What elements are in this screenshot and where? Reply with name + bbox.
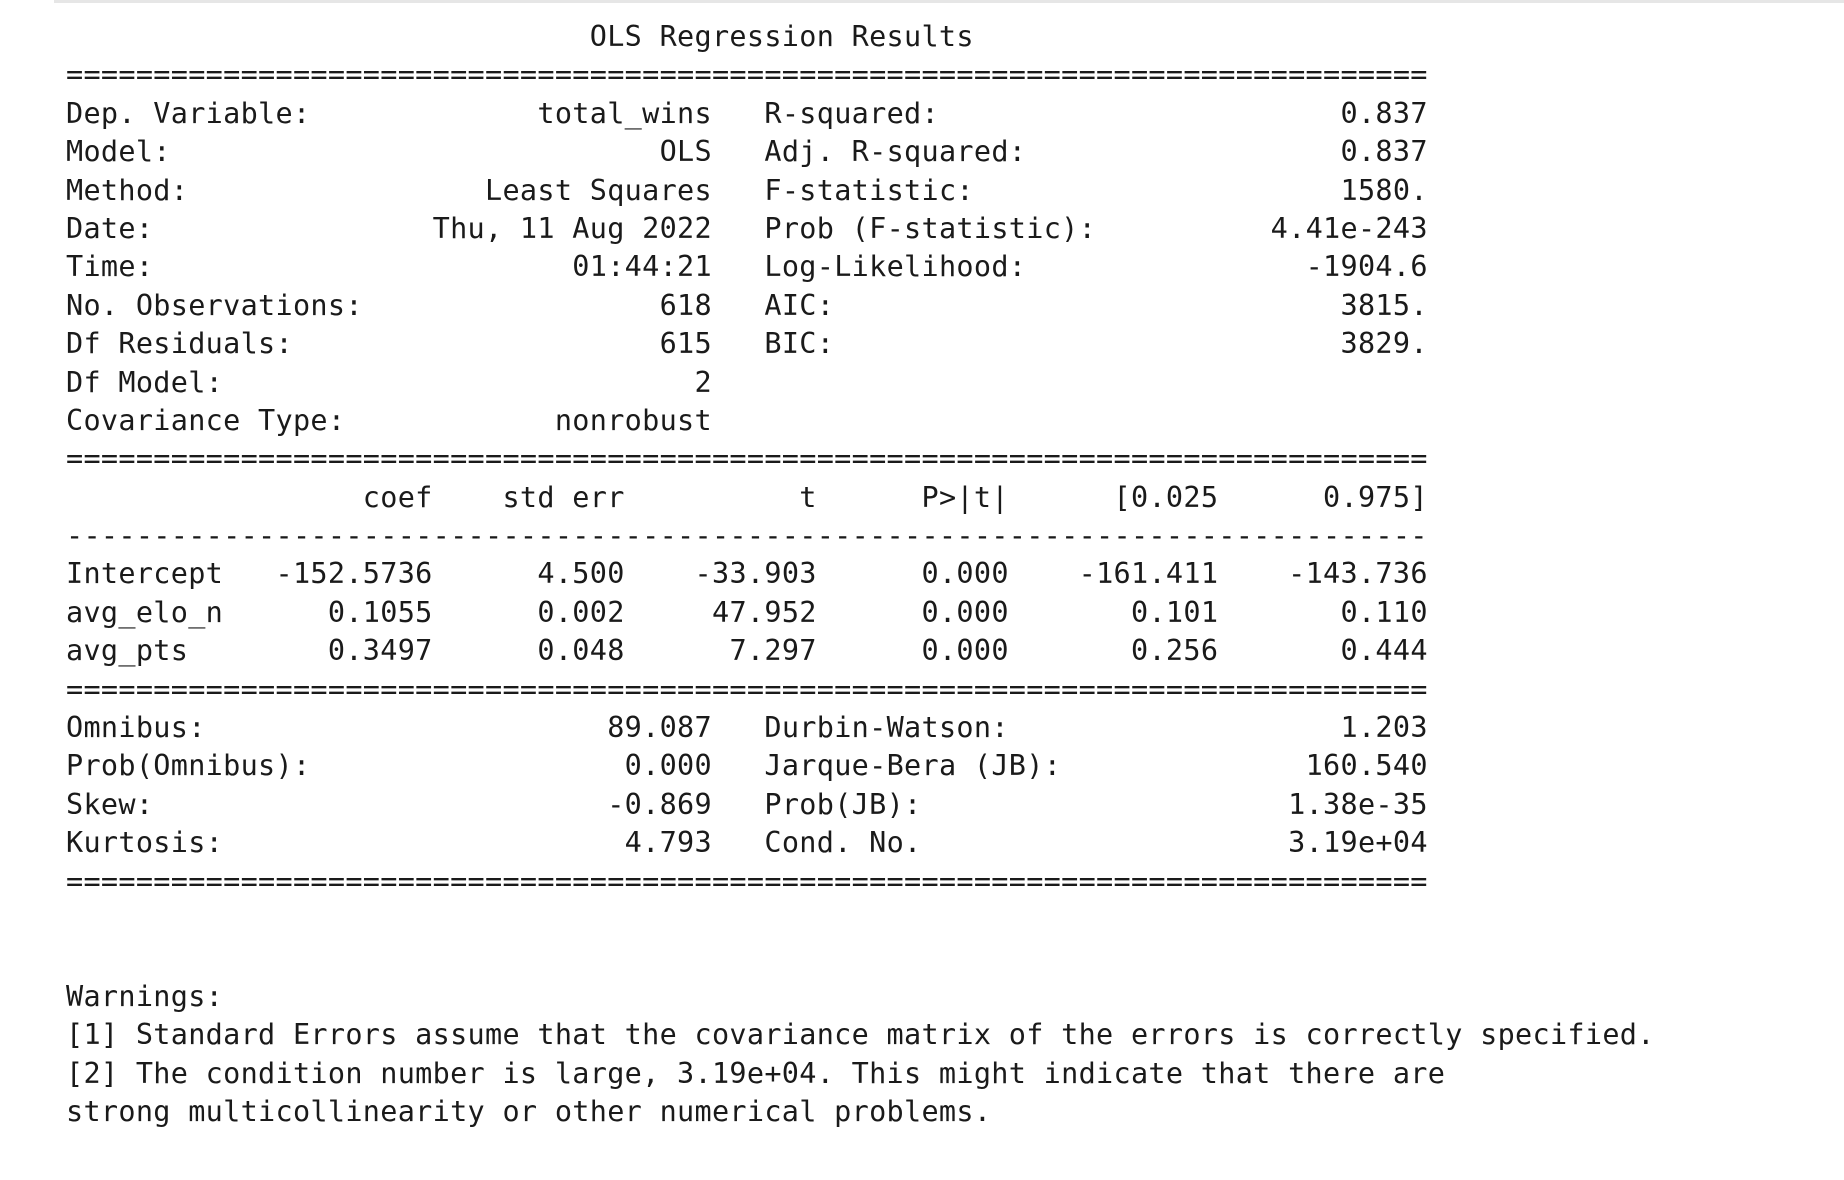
f-statistic-value: 1580. [1131,173,1428,207]
gap [712,327,764,360]
df-model-label: Df Model: [66,365,311,399]
header-ci-lower: [0.025 [1008,480,1219,514]
adj-r-squared-label: Adj. R-squared: [764,135,1131,169]
ci-lower-value: 0.256 [1008,634,1219,668]
blank-line [66,939,1655,977]
gap [66,481,258,514]
double-rule: ============================================================================== [66,864,1428,898]
diagnostics-row [66,709,1655,747]
t-value: -33.903 [624,557,817,591]
model-info-row [66,133,1655,171]
t-value: 7.297 [624,634,817,668]
warning-line-3: strong multicollinearity or other numerical problems. [66,1094,992,1128]
model-label: Model: [66,135,311,169]
ci-upper-value: -143.736 [1218,557,1428,591]
diagnostics-row [66,824,1655,862]
skew-label: Skew: [66,787,311,821]
covariance-type-value: nonrobust [345,403,712,437]
prob-f-statistic-value: 4.41e-243 [1131,211,1428,245]
coef-value: -152.5736 [258,557,433,591]
observations-label: No. Observations: [66,288,381,322]
dep-variable-label: Dep. Variable: [66,96,311,130]
bic-label: BIC: [764,327,1131,361]
blank-line [66,901,1655,939]
regression-summary-output [66,18,1655,1131]
row-name: avg_elo_n [66,595,259,629]
ci-upper-value: 0.444 [1218,634,1428,668]
coef-value: 0.1055 [258,595,433,629]
p-value: 0.000 [816,595,1009,629]
double-rule: ============================================================================== [66,442,1428,476]
df-model-value: 2 [310,365,712,399]
coefficient-row [66,594,1655,632]
header-ci-upper: 0.975] [1218,480,1428,514]
model-info-row [66,402,1655,440]
f-statistic-label: F-statistic: [764,173,1131,207]
r-squared-value: 0.837 [1131,96,1428,130]
ci-lower-value: -161.411 [1008,557,1219,591]
p-value: 0.000 [816,557,1009,591]
t-value: 47.952 [624,595,817,629]
cond-no-value: 3.19e+04 [1131,826,1428,860]
header-std-err: std err [432,480,625,514]
coefficient-row [66,555,1655,593]
aic-label: AIC: [764,288,1132,322]
double-rule: ============================================================================== [66,672,1428,706]
header-coef: coef [258,480,433,514]
gap [712,174,764,207]
r-squared-label: R-squared: [764,96,1131,130]
summary-title-line [66,18,1655,56]
row-name: Intercept [66,557,259,591]
date-label: Date: [66,211,311,245]
skew-value: -0.869 [310,787,712,821]
log-likelihood-value: -1904.6 [1131,250,1428,284]
header-p-value: P>|t| [816,480,1009,514]
dep-variable-value: total_wins [310,96,712,130]
model-info-row [66,172,1655,210]
omnibus-label: Omnibus: [66,711,311,745]
model-info-row [66,248,1655,286]
observations-value: 618 [380,288,712,322]
durbin-watson-label: Durbin-Watson: [764,711,1131,745]
prob-jb-value: 1.38e-35 [1131,787,1428,821]
header-t: t [624,480,817,514]
coef-value: 0.3497 [258,634,433,668]
model-info-row [66,287,1655,325]
coefficient-row [66,632,1655,670]
df-residuals-label: Df Residuals: [66,327,311,361]
std-err-value: 0.048 [432,634,625,668]
model-info-row [66,325,1655,363]
model-info-row [66,95,1655,133]
method-label: Method: [66,173,311,207]
prob-omnibus-value: 0.000 [310,749,712,783]
omnibus-value: 89.087 [310,711,712,745]
jarque-bera-value: 160.540 [1131,749,1428,783]
p-value: 0.000 [816,634,1009,668]
single-rule: ------------------------------------------------------------------------------ [66,519,1428,553]
gap [712,250,764,283]
std-err-value: 0.002 [432,595,625,629]
bic-value: 3829. [1131,327,1428,361]
gap [712,97,764,130]
gap [712,788,764,821]
covariance-type-label: Covariance Type: [66,403,346,437]
gap [712,826,764,859]
gap [712,135,764,168]
summary-title: OLS Regression Results [589,20,974,53]
prob-f-statistic-label: Prob (F-statistic): [764,211,1131,245]
adj-r-squared-value: 0.837 [1131,135,1428,169]
date-value: Thu, 11 Aug 2022 [310,211,712,245]
output-cell-top-border [54,0,1844,3]
ci-lower-value: 0.101 [1008,595,1219,629]
gap [712,212,764,245]
durbin-watson-value: 1.203 [1131,711,1428,745]
pad [66,20,590,53]
gap [712,749,764,782]
kurtosis-value: 4.793 [310,826,712,860]
model-info-row [66,364,1655,402]
prob-jb-label: Prob(JB): [764,787,1131,821]
diagnostics-row [66,747,1655,785]
warning-line-1: [1] Standard Errors assume that the covariance matrix of the errors is correctly specified. [66,1018,1655,1052]
time-label: Time: [66,250,311,284]
log-likelihood-label: Log-Likelihood: [764,250,1131,284]
row-name: avg_pts [66,634,259,668]
cond-no-label: Cond. No. [764,826,1131,860]
ci-upper-value: 0.110 [1218,595,1428,629]
diagnostics-row [66,786,1655,824]
std-err-value: 4.500 [432,557,625,591]
double-rule: ============================================================================== [66,58,1428,92]
aic-value: 3815. [1131,288,1428,322]
gap [712,711,764,744]
model-info-row [66,210,1655,248]
time-value: 01:44:21 [310,250,712,284]
warnings-heading: Warnings: [66,979,224,1013]
kurtosis-label: Kurtosis: [66,826,311,860]
gap [712,289,764,322]
df-residuals-value: 615 [310,327,712,361]
prob-omnibus-label: Prob(Omnibus): [66,749,311,783]
jarque-bera-label: Jarque-Bera (JB): [764,749,1131,783]
coefficient-header-row [66,479,1655,517]
model-value: OLS [310,135,712,169]
method-value: Least Squares [310,173,712,207]
warning-line-2: [2] The condition number is large, 3.19e+04. This might indicate that there are [66,1056,1446,1090]
